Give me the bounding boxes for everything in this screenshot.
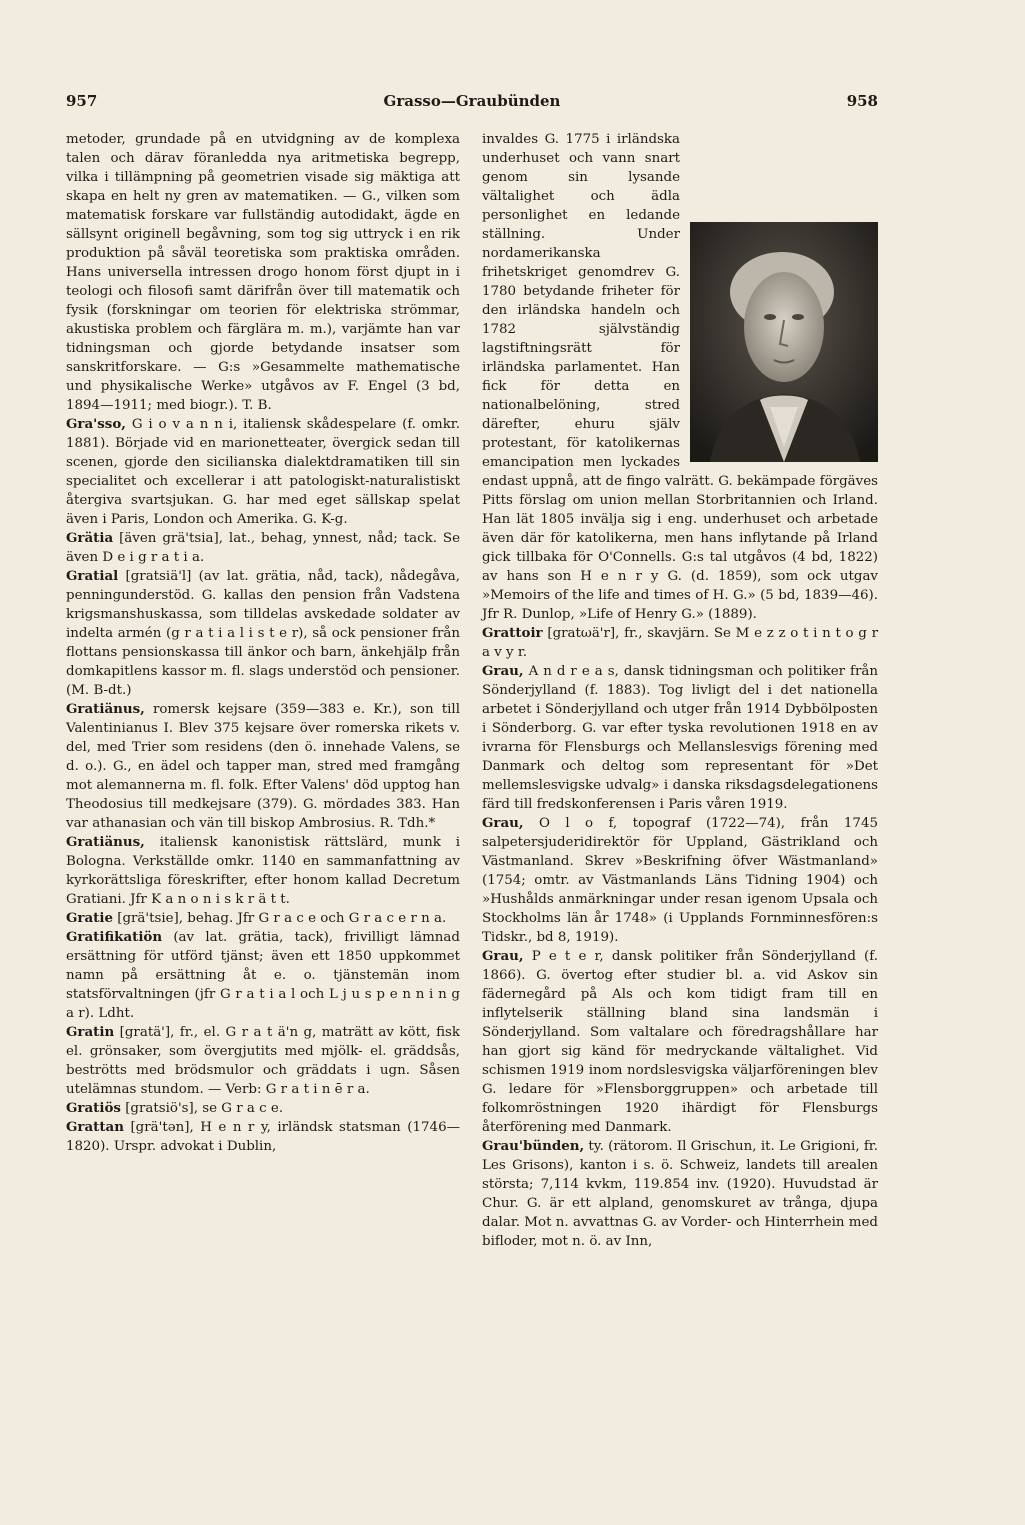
entry-gratifikation: Gratifikatiön (av lat. grätia, tack), frivilligt lämnad ersättning för utförd tjänst; även ett 1850 uppkommet namn på ersättning åt e. o. tjänstemän inom statsförvaltningen (jfr G r a t i a l och L j u s p e n n i n g a r). Ldht. [66, 929, 460, 1021]
entry-graubunden: Grau'bünden, ty. (rätorom. Il Grischun, it. Le Grigioni, fr. Les Grisons), kanton i s. ö. Schweiz, landets till arealen största; 7,114 kvkm, 119.854 inv. (1920). Huvudstad är Chur. G. är ett alpland, genomskuret av trånga, djupa dalar. Mot n. avvattnas G. av Vorder- och Hinterrhein med bifloder, mot n. ö. av Inn, [482, 1138, 878, 1249]
page-header [66, 92, 878, 114]
entry-headword: Grau, [482, 948, 524, 964]
entry-gratianus-emperor: Gratiänus, romersk kejsare (359—383 e. Kr.), son till Valentinianus I. Blev 375 kejsare över romerska rikets v. del, med Trier som residens (den ö. innehade Valens, se d. o.). G., en ädel och tapper man, stred med framgång mot alemannerna m. fl. folk. Efter Valens' död upptog han Theodosius till medkejsare (379). G. mördades 383. Han var athanasian och vän till biskop Ambrosius. R. Tdh.* [66, 701, 460, 831]
entry-grattan-continued: invaldes G. 1775 i irländska underhuset och vann snart genom sin lysande vältalighet och ädla personlighet en ledande ställning. Under nordamerikanska frihetskriget genomdrev G. 1780 betydande friheter för den irländska handeln och 1782 självständig lagstiftningsrätt för irländska parlamentet. Han fick för detta en nationalbelöning, stred därefter, ehuru själv protestant, för katolikernas emancipation men lyckades endast uppnå, att de fingo valrätt. G. bekämpade förgäves Pitts förslag om union mellan Storbritannien och Irland. Han lät 1805 invälja sig i eng. underhuset och arbetade även där för katolikerna, men hans inflytande på Irland gick tillbaka för O'Connells. G:s tal utgåvos (4 bd, 1822) av hans son H e n r y G. (d. 1859), som ock utgav »Memoirs of the life and times of H. G.» (5 bd, 1839—46). Jfr R. Dunlop, »Life of Henry G.» (1889). [482, 132, 878, 622]
entry-headword: Grau'bünden, [482, 1138, 585, 1154]
right-column [482, 130, 878, 1251]
entry-headword: Gratin [66, 1024, 115, 1040]
entry-grasso: Gra'sso, G i o v a n n i, italiensk skådespelare (f. omkr. 1881). Började vid en marionetteater, övergick sedan till scenen, gjorde den sicilianska dialektdramatiken till sin specialitet och excellerar i att patologiskt-naturalistiskt återgiva svartsjukan. G. har med eget sällskap spelat även i Paris, London och Amerika. G. K-g. [66, 416, 460, 527]
entry-signature: T. B. [242, 398, 272, 413]
entry-headword: Grattan [66, 1119, 124, 1135]
entry-headword: Gra'sso, [66, 416, 126, 432]
entry-headword: Gratiänus, [66, 701, 145, 717]
entry-headword: Gratifikatiön [66, 929, 163, 945]
entry-headword: Gratiös [66, 1100, 121, 1116]
entry-grau-peter: Grau, P e t e r, dansk politiker från Sönderjylland (f. 1866). G. övertog efter studier bl. a. vid Askov sin fädernegård på Als och kom tidigt fram till en inflytelserik ställning bland sina landsmän i Sönderjylland. Som valtalare och föredragshållare har han gjort sig känd för medryckande vältalighet. Vid schismen 1919 inom nordslesvigska väljarföreningen blev G. ledare för »Flensborggruppen» och arbetade till folkomröstningen 1920 ihärdigt för Flensburgs återförening med Danmark. [482, 948, 878, 1135]
entry-signature: Ldht. [98, 1006, 135, 1021]
entry-gratial: Gratial [gratsiä'l] (av lat. grätia, nåd, tack), nådegåva, penningunderstöd. G. kallas den pension från Vadstena krigsmanshuskassa, som tilldelas avskedade soldater av indelta armén (g r a t i a l i s t e r), så ock pensioner från flottans pensionskassa till änkor och barn, änkehjälp från domkapitlens kassor m. fl. slags understöd och pensioner. (M. B-dt.) [66, 568, 460, 698]
portrait-henry-grattan [690, 222, 878, 462]
entry-headword: Gratie [66, 910, 113, 926]
entry-grau-andreas: Grau, A n d r e a s, dansk tidningsman och politiker från Sönderjylland (f. 1883). Tog livligt del i det nationella arbetet i Sönderjylland och utger från 1914 Dybbölposten i Sönderborg. G. var efter tyska revolutionen 1918 en av ivrarna för Flensburgs och Mellanslesvigs förening med Danmark och deltog som representant för »Det mellemslesvigske udvalg» i danska riksdagsdelegationens färd till fredskonferensen i Paris våren 1919. [482, 663, 878, 812]
entry-headword: Grattoir [482, 625, 543, 641]
entry-grau-olof: Grau, O l o f, topograf (1722—74), från 1745 salpetersjuderidirektör för Uppland, Gästrikland och Västmanland. Skrev »Beskrifning öfver Wästmanland» (1754; omtr. av Västmanlands Läns Tidning 1904) och »Hushålds anmärkningar under resan igenom Upsala och Stockholms län år 1748» (i Upplands Fornminnesfören:s Tidskr., bd 8, 1919). [482, 815, 878, 945]
entry-gratie: Gratie [grä'tsie], behag. Jfr G r a c e och G r a c e r n a. [66, 910, 447, 926]
entry-headword: Gratiänus, [66, 834, 145, 850]
entry-grattan: Grattan [grä'tən], H e n r y, irländsk statsman (1746—1820). Urspr. advokat i Dublin, [66, 1119, 460, 1154]
entry-gratia: Grätia [även grä'tsia], lat., behag, ynnest, nåd; tack. Se även D e i g r a t i a. [66, 530, 460, 565]
entry-gratin: Gratin [gratä'], fr., el. G r a t ä'n g, maträtt av kött, fisk el. grönsaker, som övergjutits med mjölk- el. gräddsås, beströtts med brödsmulor och gräddats i ugn. Såsen utelämnas stundom. — Verb: G r a t i n ē r a. [66, 1024, 460, 1097]
entry-grattoir: Grattoir [gratωä'r], fr., skavjärn. Se M e z z o t i n t o g r a v y r. [482, 625, 878, 660]
page-number-right: 958 [846, 92, 878, 110]
page-number-left: 957 [66, 92, 98, 110]
entry-headword: Grätia [66, 530, 114, 546]
entry-gratianus-jurist: Gratiänus, italiensk kanonistisk rättslärd, munk i Bologna. Verkställde omkr. 1140 en sammanfattning av kyrkorättsliga föreskrifter, efter honom kallad Decretum Gratiani. Jfr K a n o n i s k r ä t t. [66, 834, 461, 907]
running-title: Grasso—Graubünden [383, 92, 561, 110]
entry-signature: (M. B-dt.) [66, 683, 132, 698]
entry-grassmann-continued: metoder, grundade på en utvidgning av de komplexa talen och därav föranledda nya aritmetiska begrepp, vilka i tillämpning på geometrien visade sig mäktiga att skapa en helt ny gren av matematiken. — G., vilken som matematisk forskare var fullständig autodidakt, ägde en sällsynt originell begåvning, som tog sig uttryck i en rik produktion på såväl teoretiska som praktiska områden. Hans universella intressen drogo honom först djupt in i teologi och filosofi samt därifrån över till matematik och fysik (forskningar om teorien för elektriska strömmar, akustiska problem och färglära m. m.), varjämte han var tidningsman och gjorde betydande insatser som sanskritforskare. — G:s »Gesammelte mathematische und physikalische Werke» utgåvos av F. Engel (3 bd, 1894—1911; med biogr.). T. B. [66, 132, 460, 413]
entry-signature: G. K-g. [302, 512, 348, 527]
entry-gratios: Gratiös [gratsiö's], se G r a c e. [66, 1100, 284, 1116]
entry-signature: R. Tdh.* [379, 816, 436, 831]
entry-headword: Grau, [482, 663, 524, 679]
entry-headword: Grau, [482, 815, 524, 831]
left-column [66, 130, 460, 1156]
entry-headword: Gratial [66, 568, 119, 584]
